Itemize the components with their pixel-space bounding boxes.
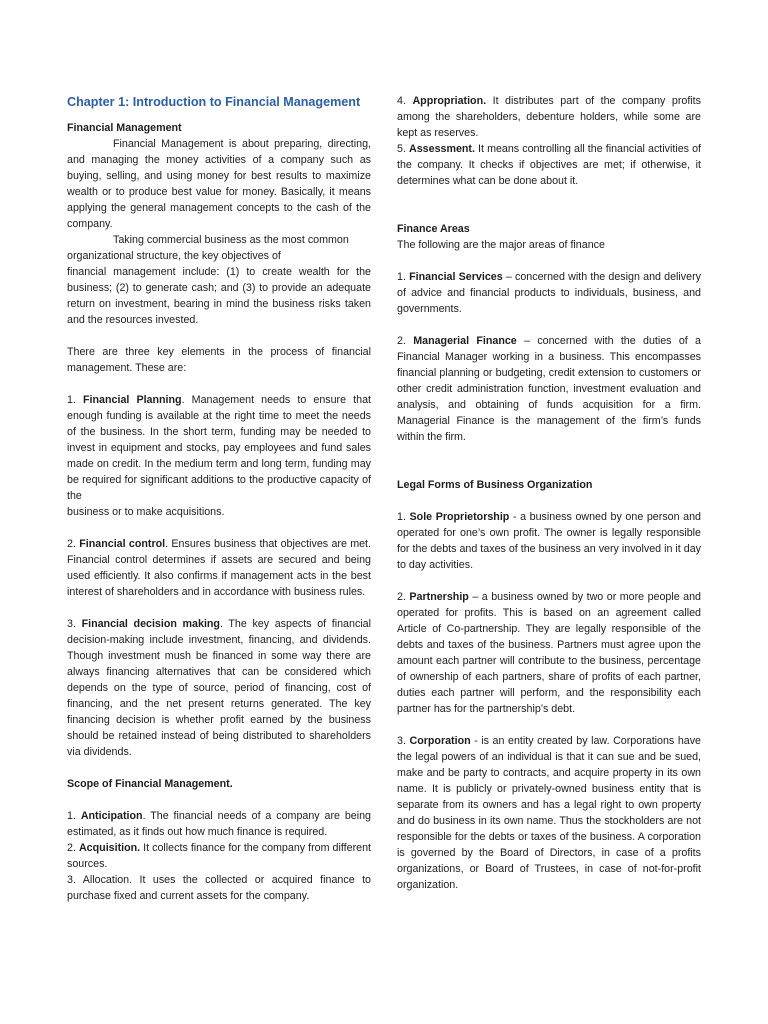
item-text: It means controlling all the financial activities of the company. It checks if objectives are met; if otherwise, it determines what can be done about it. bbox=[397, 143, 701, 187]
item-text: It collects finance for the company from different sources. bbox=[67, 842, 371, 870]
key-elements-intro: There are three key elements in the process of financial management. These are: bbox=[67, 346, 371, 374]
element-financial-planning bbox=[67, 392, 371, 504]
item-text: . Ensures business that objectives are met. Financial control determines if assets are secured and being used efficiently. It also confirms if management acts in the best interest of shareholders and in accordance with business rules. bbox=[67, 538, 371, 598]
item-title: Sole Proprietorship bbox=[409, 511, 510, 523]
item-number: 2. bbox=[397, 591, 406, 603]
item-text: – concerned with the duties of a Financial Manager working in a business. This encompasses financial planning or budgeting, credit extension to customers or other credit administration function, investment evaluation and analysis, and obtaining of funds acquisition for a firm. Managerial Finance is the management of the firm’s funds within the firm. bbox=[397, 335, 701, 443]
item-text: It distributes part of the company profits among the shareholders, debenture holders, while some are kept as reserves. bbox=[397, 95, 701, 139]
item-text: – concerned with the design and delivery of advice and financial products to individuals, business, and governments. bbox=[397, 271, 701, 315]
item-number: 4. bbox=[397, 95, 406, 107]
item-title: Financial decision making bbox=[81, 618, 220, 630]
item-title: Partnership bbox=[409, 591, 469, 603]
item-number: 2. bbox=[67, 842, 76, 854]
item-number: 2. bbox=[67, 538, 76, 550]
legal-sole-proprietorship bbox=[397, 509, 701, 573]
right-column bbox=[397, 93, 701, 893]
item-text: . The key aspects of financial decision-making include investment, financing, and dividends. Though investment mush be financed in some way there are always financing alternatives that can be considered which depends on the type of source, period of financing, cost of financing, and the net present returns generated. The key financing decision is whether profit earned by the business should be retained instead of being distributed to shareholders via dividends. bbox=[67, 618, 371, 758]
item-title: Acquisition. bbox=[78, 842, 141, 854]
item-number: 1. bbox=[397, 271, 406, 283]
item-number: 3. bbox=[397, 735, 406, 747]
item-number: 2. bbox=[397, 335, 406, 347]
item-text: - is an entity created by law. Corporations have the legal powers of an individual is that it can sue and be sued, make and be party to contracts, and acquire property in its own name. It is publicly or privately-owned business entity that is separate from its owners and has a legal right to own property and do business in its own name. Thus the stockholders are not responsible for the debts or taxes of the business. A corporation is governed by the Board of Directors, in case of a profits organizations, or Board of Trustees, in case of not-for-profit organization. bbox=[397, 735, 701, 891]
fm-paragraph-1: Financial Management is about preparing, directing, and managing the money activities of a company such as buying, selling, and using money for best results to maximize wealth or to produce best value for money. Basically, it means applying the general management concepts to the cash of the company. bbox=[67, 138, 371, 230]
scope-heading: Scope of Financial Management. bbox=[67, 778, 233, 790]
fm-paragraph-2-start: Taking commercial business as the most common organizational structure, the key objectives of bbox=[67, 234, 349, 262]
item-text: – a business owned by two or more people and operated for profits. This is based on an agreement called Article of Co-partnership. They are legally responsible of the debts and taxes of the business. Partners must agree upon the amount each partner will contribute to the business, percentage of ownership of each partners, share of profits of each partner, duties each partner will perform, and the responsibility each partner has for the partnership’s debt. bbox=[397, 591, 701, 715]
chapter-title: Chapter 1: Introduction to Financial Management bbox=[67, 95, 361, 109]
area-managerial-finance bbox=[397, 333, 701, 445]
left-column bbox=[67, 93, 371, 904]
finance-areas-heading: Finance Areas bbox=[397, 223, 470, 235]
item-title: Financial control bbox=[79, 538, 166, 550]
element-financial-planning-end: business or to make acquisitions. bbox=[67, 506, 225, 518]
scope-assessment bbox=[397, 141, 701, 189]
legal-corporation bbox=[397, 733, 701, 893]
scope-allocation: 3. Allocation. It uses the collected or acquired finance to purchase fixed and current assets for the company. bbox=[67, 874, 371, 902]
scope-appropriation bbox=[397, 93, 701, 141]
item-number: 1. bbox=[67, 394, 76, 406]
item-text: . The financial needs of a company are being estimated, as it finds out how much finance is required. bbox=[67, 810, 371, 838]
item-number: 5. bbox=[397, 143, 406, 155]
area-financial-services bbox=[397, 269, 701, 317]
item-title: Appropriation. bbox=[412, 95, 487, 107]
financial-management-heading: Financial Management bbox=[67, 122, 182, 134]
item-number: 1. bbox=[67, 810, 76, 822]
item-number: 3. bbox=[67, 618, 76, 630]
item-text: - a business owned by one person and operated for one’s own profit. The owner is legally responsible for the debts and taxes of the business an very involved in it day to day activities. bbox=[397, 511, 701, 571]
item-text: . Management needs to ensure that enough funding is available at the right time to meet the needs of the business. In the short term, funding may be needed to invest in equipment and stocks, pay employees and fund sales made on credit. In the medium term and long term, funding may be required for significant additions to the productive capacity of the bbox=[67, 394, 371, 502]
element-financial-decision-making bbox=[67, 616, 371, 760]
legal-partnership bbox=[397, 589, 701, 717]
scope-anticipation bbox=[67, 808, 371, 840]
item-number: 1. bbox=[397, 511, 406, 523]
item-title: Corporation bbox=[409, 735, 471, 747]
legal-forms-heading: Legal Forms of Business Organization bbox=[397, 479, 593, 491]
finance-areas-intro: The following are the major areas of finance bbox=[397, 239, 605, 251]
item-title: Financial Services bbox=[409, 271, 503, 283]
item-title: Assessment. bbox=[409, 143, 475, 155]
fm-paragraph-2-end: financial management include: (1) to create wealth for the business; (2) to generate cash; and (3) to provide an adequate return on investment, bearing in mind the business risks taken and the resources invested. bbox=[67, 266, 371, 326]
item-title: Anticipation bbox=[80, 810, 143, 822]
element-financial-control bbox=[67, 536, 371, 600]
item-title: Managerial Finance bbox=[413, 335, 517, 347]
scope-acquisition bbox=[67, 840, 371, 872]
item-title: Financial Planning bbox=[83, 394, 182, 406]
